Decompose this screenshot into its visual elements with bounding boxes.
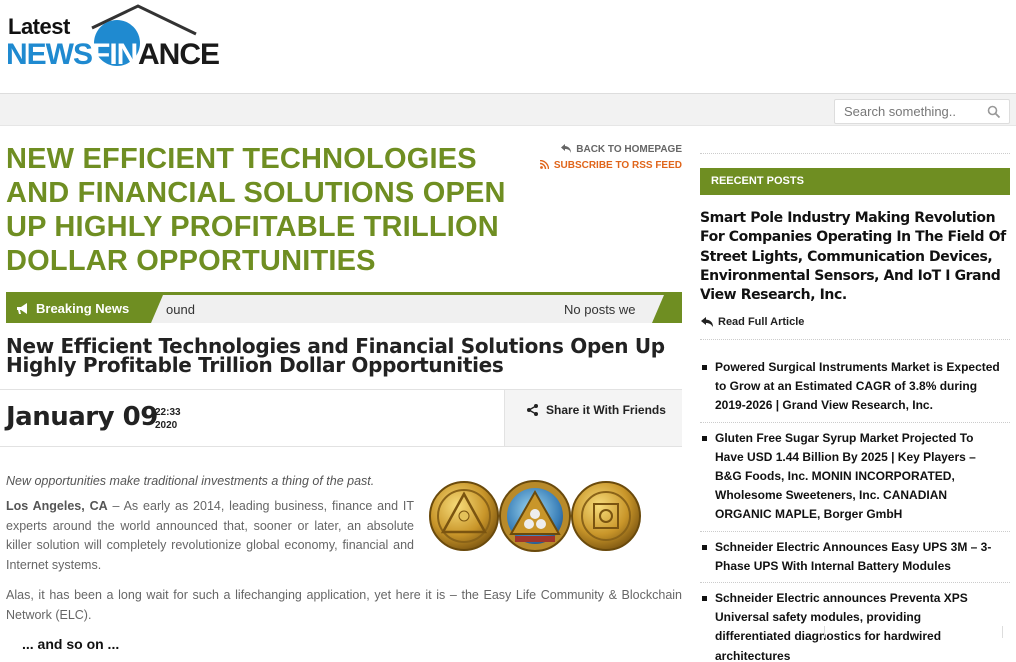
article-meta-bar [0, 389, 682, 447]
ticker-text-left[interactable]: ound [166, 302, 195, 317]
article-title: NEW EFFICIENT TECHNOLOGIES AND FINANCIAL SOLUTIONS OPEN UP HIGHLY PROFITABLE TRILLION DOLLAR OPPORTUNITIES [6, 143, 506, 277]
read-full-article-link[interactable]: Read Full Article [700, 316, 804, 328]
top-links [530, 144, 682, 171]
recent-posts-header: REECENT POSTS [700, 168, 1010, 195]
sidebar-divider [824, 626, 825, 638]
article-intro: New opportunities make traditional investments a thing of the past. [6, 474, 375, 488]
logo-text-ance: ANCE [138, 38, 220, 71]
coins-image [429, 480, 643, 552]
logo-text-news: NEWS [6, 38, 92, 71]
sidebar-divider [700, 153, 1010, 154]
featured-post-title[interactable]: Smart Pole Industry Making Revolution For Companies Operating In The Field Of Street Lights, Communication Devices, Environmental Sensors, And IoT I Grand View Research, Inc. [700, 210, 1006, 304]
subscribe-rss-link[interactable]: SUBSCRIBE TO RSS FEED [530, 160, 682, 171]
article-paragraph-2: Alas, it has been a long wait for such a lifechanging application, yet here it is – the Easy Life Community & Blockchain Network (ELC). [6, 588, 682, 622]
recent-post-item[interactable]: Schneider Electric announces Preventa XPS Universal safety modules, providing differentiated diagnostics for hardwired architectures [700, 583, 1010, 662]
article-time-hour: 22:33 [155, 407, 181, 418]
sidebar-divider [1002, 626, 1003, 638]
share-icon [527, 404, 538, 416]
search-box [834, 99, 1010, 124]
bullet-icon [702, 596, 707, 601]
sidebar [700, 126, 1010, 662]
sidebar-divider [700, 339, 1010, 340]
breaking-bar-end [652, 295, 682, 323]
reply-arrow-icon [561, 144, 571, 153]
and-so-on-text: ... and so on ... [22, 636, 120, 652]
recent-posts-list [700, 352, 1010, 662]
recent-post-item[interactable]: Schneider Electric Announces Easy UPS 3M – 3-Phase UPS With Internal Battery Modules [700, 532, 1010, 583]
article-date: January 09 [6, 402, 158, 432]
breaking-news-bar [6, 292, 682, 323]
breaking-label-slant [151, 295, 163, 323]
article-headline: New Efficient Technologies and Financial Solutions Open Up Highly Profitable Trillion Dollar Opportunities [6, 334, 665, 377]
dateline: Los Angeles, CA [6, 499, 108, 513]
bullet-icon [702, 545, 707, 550]
back-to-homepage-link[interactable]: BACK TO HOMEPAGE [530, 144, 682, 155]
article-paragraph-1-text: – As early as 2014, leading business, finance and IT experts around the world announced that, sooner or later, an absolute killer solution will completely revolutionize global economy, financial and Internet systems. [6, 499, 414, 572]
megaphone-icon [16, 303, 29, 315]
reply-arrow-icon [701, 317, 713, 327]
search-input[interactable] [835, 100, 981, 123]
site-logo[interactable] [6, 2, 220, 74]
recent-post-item[interactable]: Gluten Free Sugar Syrup Market Projected To Have USD 1.44 Billion By 2025 | Key Players – B&G Foods, Inc. MONIN INCORPORATED, Wholesome Sweeteners, Inc. CANADIAN ORGANIC MAPLE, Borger GmbH [700, 423, 1010, 532]
ticker-text-right[interactable]: No posts we [564, 302, 636, 317]
bullet-icon [702, 365, 707, 370]
bullet-icon [702, 436, 707, 441]
article-paragraph-1 [6, 497, 414, 575]
rss-icon [540, 160, 549, 169]
article-time [155, 406, 181, 432]
share-button[interactable]: Share it With Friends [504, 390, 682, 446]
recent-post-item[interactable]: Powered Surgical Instruments Market is Expected to Grow at an Estimated CAGR of 3.8% during 2019-2026 | Grand View Research, Inc. [700, 352, 1010, 423]
breaking-news-label: Breaking News [6, 295, 151, 323]
article-time-year: 2020 [155, 420, 178, 431]
logo-text-fin: FIN [92, 38, 138, 71]
logo-text-latest: Latest [8, 14, 70, 39]
search-icon[interactable] [987, 105, 1001, 119]
